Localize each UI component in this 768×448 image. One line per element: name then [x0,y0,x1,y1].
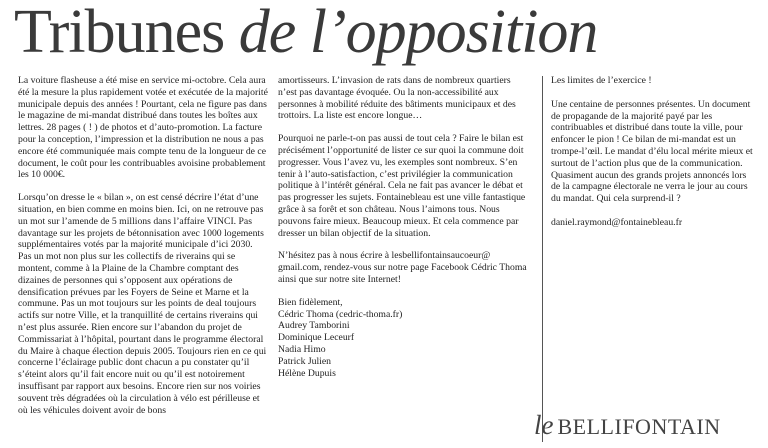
column-3 [551,75,757,241]
signature-name: Hélène Dupuis [278,367,336,379]
title-part-2: de l’opposition [238,0,598,66]
signature-name: Nadia Himo [278,343,326,355]
signature-name: Audrey Tamborini [278,320,350,332]
section-heading: Les limites de l’exercice ! [551,75,652,86]
page-title [14,0,597,68]
paragraph-limites: Une centaine de personnes présentes. Un document de propagande de la majorité payé par les contribuables et distribué dans toute la ville, pour enfoncer le pion ! Ce bilan de mi-mandat est un trompe-l’œil. Le mandat d’élu local mérite mieux et surtout de l’action plus que de la communication. Quasiment aucun des grands projets annoncés lors de la campagne électorale ne verra le jour au cours du mandat. Qui cela surprend-il ? [551,98,753,205]
column-2 [278,75,530,379]
paragraph-bilan: Lorsqu’on dresse le « bilan », on est censé décrire l’état d’une situation, en bien comme en moins bien. Ici, on ne retrouve pas un mot sur l’amende de 5 millions dans l’affaire VINCI. Pas davantage sur les projets de bétonnisation avec 1000 logements supplémentaires votés par la majorité municipale d’ici 2030. Pas un mot non plus sur les collectifs de riverains qui se montent, comme à la Plaine de la Chambre comptant des dizaines de personnes qui s’opposent aux opérations de densification prévues par les Foyers de Seine et Marne et la commune. Pas un mot toujours sur les points de deal toujours actifs sur notre Ville, et la tranquillité de certains riverains qui n’est plus assurée. Rien encore sur l’abandon du projet de Commissariat à l’hôpital, pourtant dans le programme électoral du Maire à chaque élection depuis 2005. Toujours rien en ce qui concerne l’éclairage public dont chacun a pu constater qu’il s’éteint alors qu’il fait encore nuit ou qu’il est notoirement insuffisant par rapport aux besoins. Encore rien sur nos voiries souvent très dégradées où la circulation à vélo est périlleuse et où les véhicules doivent avoir de bons [18,192,267,416]
signature-name: Cédric Thoma (cedric-thoma.fr) [278,308,403,320]
paragraph-continuation: amortisseurs. L’invasion de rats dans de nombreux quartiers n’est pas davantage évoquée. Ou la non-accessibilité aux personnes à mobilité réduite des bâtiments municipaux et des trottoirs. La liste est encore longue… [278,75,516,122]
signature-block [278,297,530,380]
logo-le: le [534,410,554,440]
signature-name: Patrick Julien [278,355,332,367]
logo-name: BELLIFONTAIN [557,414,721,439]
contact-email: daniel.raymond@fontainebleau.fr [551,216,683,228]
paragraph-flasheuse: La voiture flasheuse a été mise en service mi-octobre. Cela aura été la mesure la plus rapidement votée et exécutée de la majorité municipale depuis des années ! Pourtant, cela ne figure pas dans le magazine de mi-mandat distribué dans toutes les boîtes aux lettres. 28 pages ( ! ) de photos et d’auto-promotion. La facture pour la conception, l’impression et la distribution ne nous a pas encore été communiquée mais compte tenu de la longueur de ce document, le coût pour les contribuables avoisine probablement les 10 000€. [18,75,268,181]
title-part-1: Tribunes [14,0,225,66]
column-divider [542,76,543,442]
paragraph-contact: N’hésitez pas à nous écrire à lesbellifontainsaucoeur@ gmail.com, rendez-vous sur notre page Facebook Cédric Thoma ainsi que sur notre site Internet! [278,250,527,285]
magazine-logo [534,410,721,441]
column-1 [18,75,268,427]
signature-greeting: Bien fidèlement, [278,296,343,308]
paragraph-pourquoi: Pourquoi ne parle-t-on pas aussi de tout cela ? Faire le bilan est précisément l’opportunité de lister ce sur quoi la commune doit progresser. Vous l’avez vu, les exemples sont nombreux. S’en tenir à l’auto-satisfaction, c’est privilégier la communication politique à l’intérêt général. Cela ne fait pas avancer le débat et pas progresser les sujets. Fontainebleau est une ville fantastique grâce à sa forêt et son château. Nous l’aimons tous. Nous pouvons faire mieux. Beaucoup mieux. Et cela commence par dresser un bilan objectif de la situation. [278,133,526,239]
signature-name: Dominique Leceurf [278,332,355,344]
